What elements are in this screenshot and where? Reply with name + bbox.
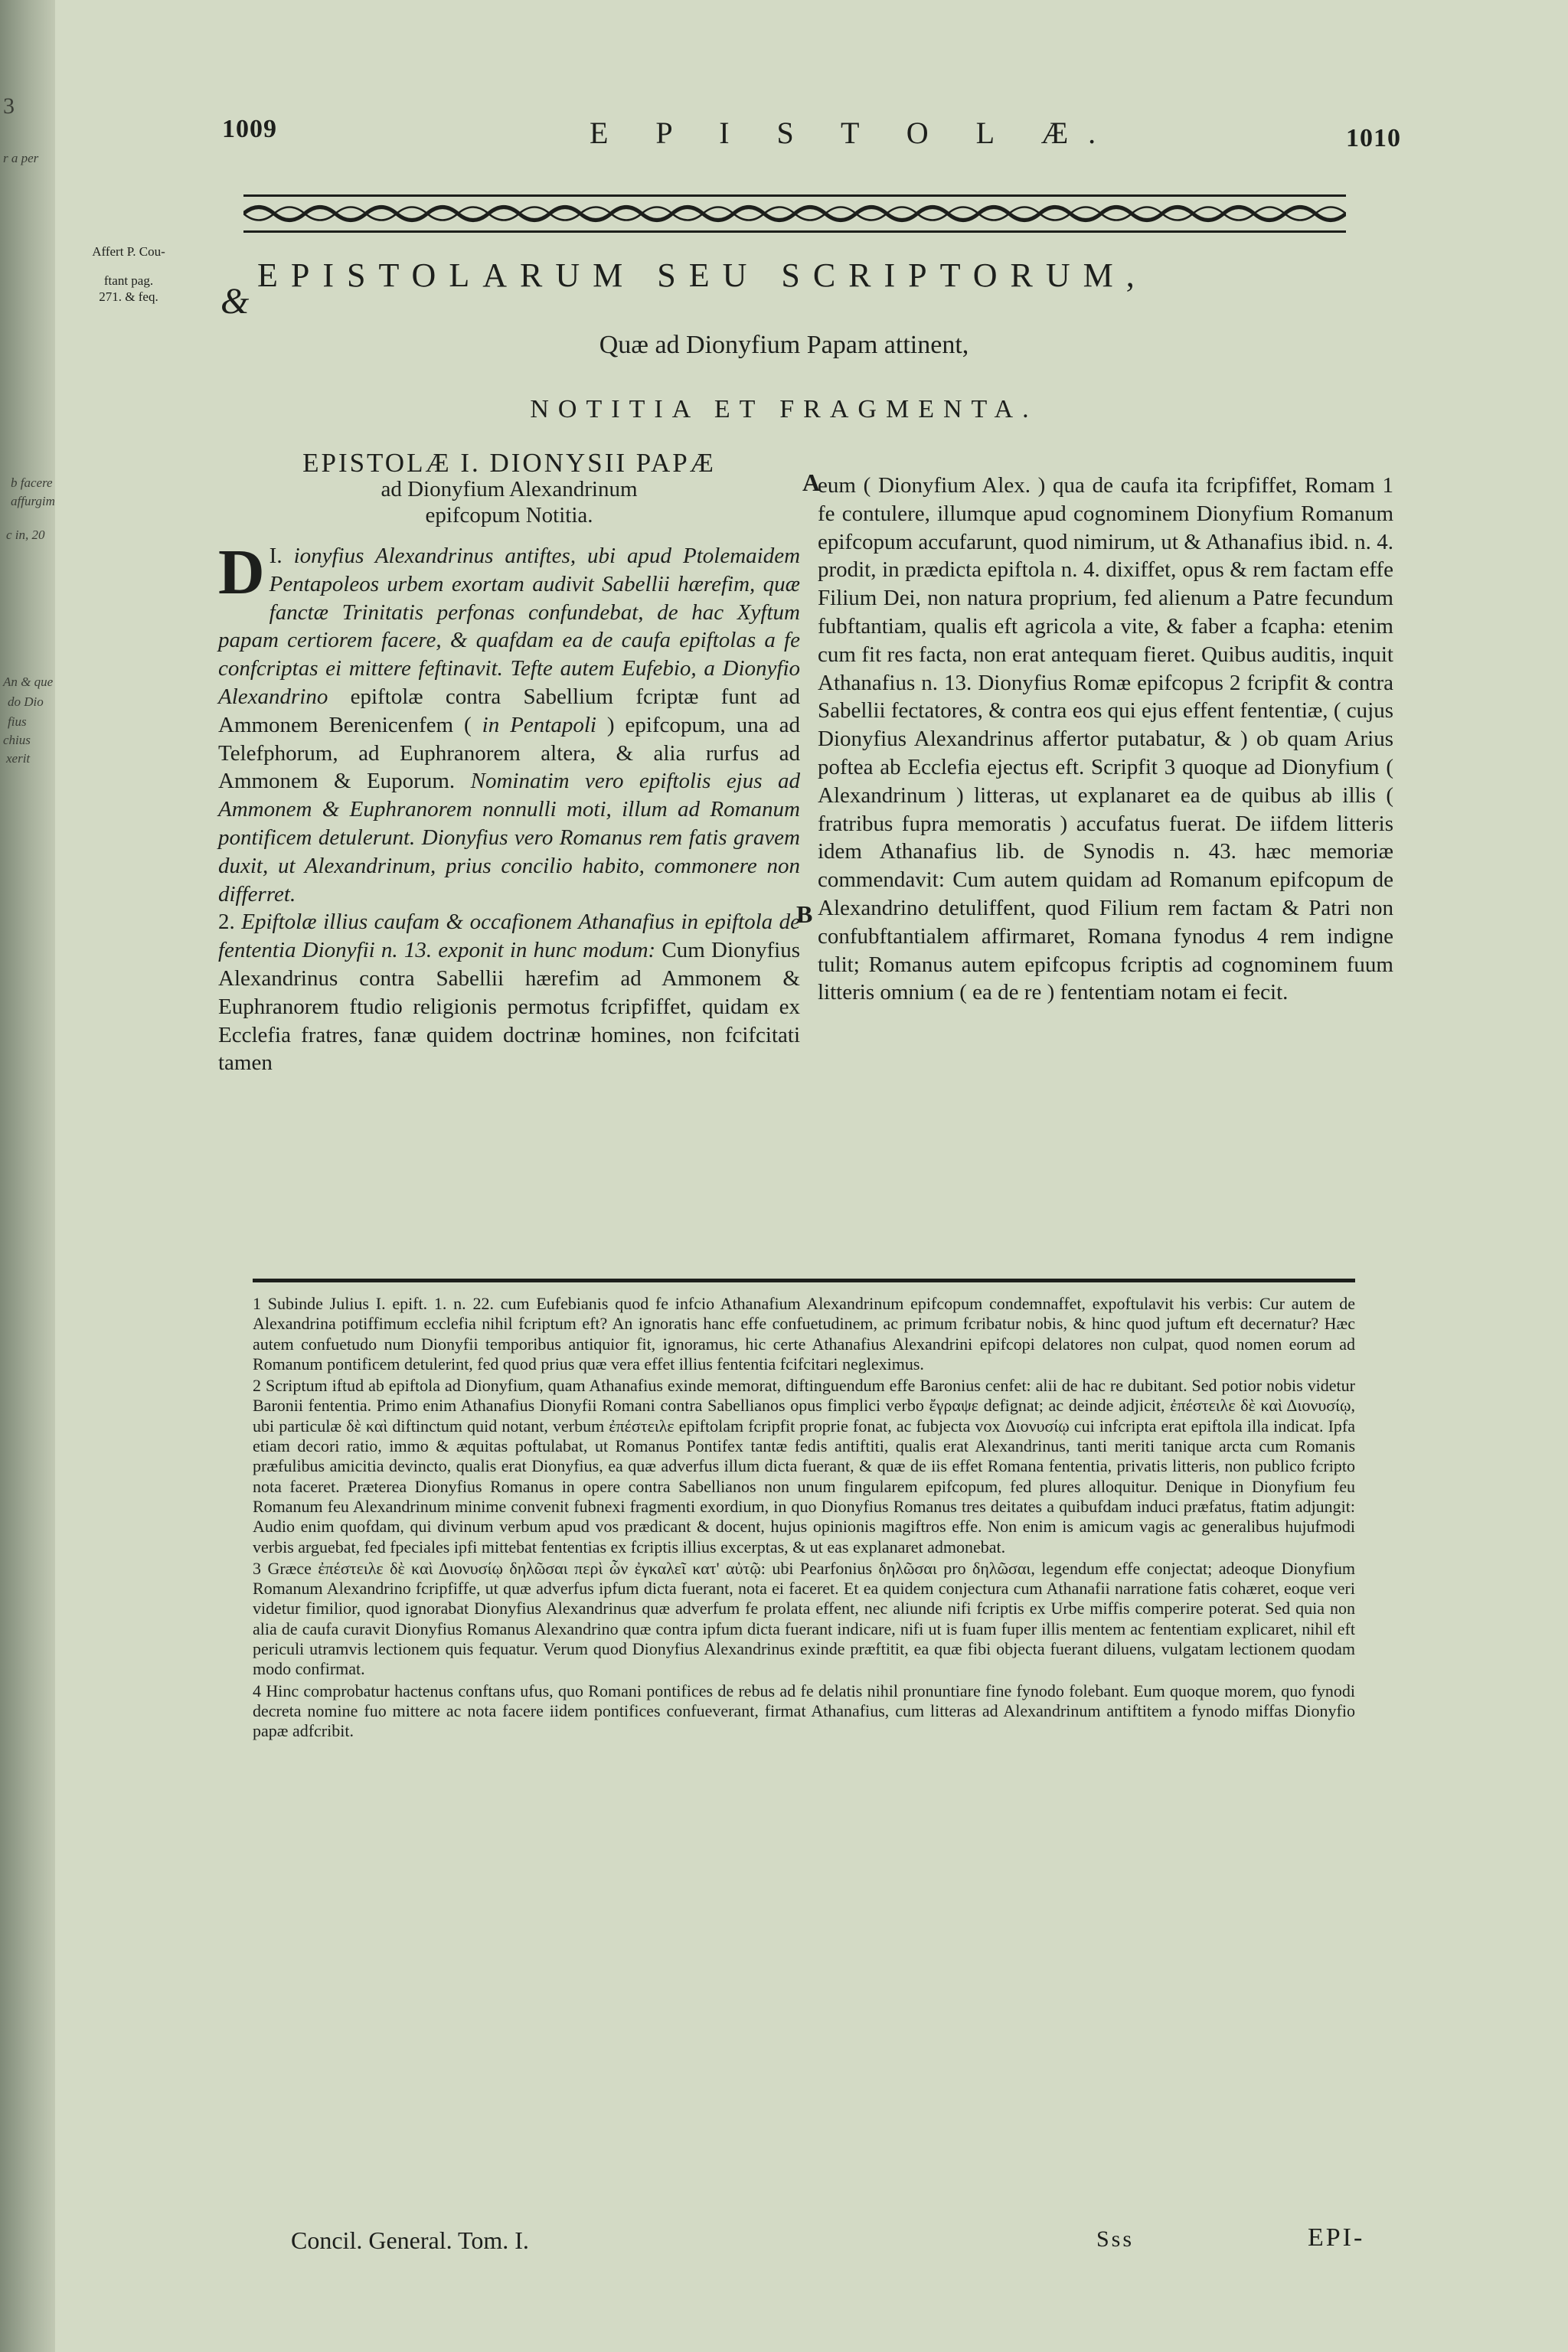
gutter-fragment: chius [3,733,31,747]
margin-note-line: Affert P. Cou- [92,244,165,259]
footnote-4: 4 Hinc comprobatur hactenus conftans ufus, quo Romani pontifices de rebus ad fe delatis nihil pronuntiare fine fynodo folebant. Eum quoque morem, quo fynodi decreta nomine fuo mittere ac nota facere iidem pontifices confueverant, firmat Athanafius, cum litteras ad Alexandrinum antiftitem a fynodo miffas Dionyfio papæ adfcribit. [253,1681,1355,1741]
drop-cap: D [218,537,265,608]
ornamental-band [243,190,1346,237]
footnote-3: 3 Græce ἐπέστειλε δὲ καὶ Διονυσίῳ δηλῶσαι περὶ ὧν ἐγκαλεῖ κατ' αὐτῷ: ubi Pearfonius δηλῶσαι pro δηλῶσαι, legendum effe conjectat; adeoque Dionyfium Romanum Alexandrino fcripfiffe, ut quæ adverfus ipfum dicta fuerant, nota ei faceret. Et ea quidem conjectura cum Athanafii narratione fatis cohæret, eoque veri videtur fimilior, quod ignorabat Dionyfius Alexandrinus quæ adverfum fe prolata effent, nec aliunde nifi fcriptis ex Urbe miffis comperire poterat. Sed quia non alia de caufa curavit Dionyfius Romanus Alexandrino quæ contra ipfum dicta fuerant indicare, nifi ut is fuam fuper illis mentem ac fententiam explicaret, nihil eft periculi utramvis lectionem quis fequatur. Verum quod Dionyfius Alexandrinus exinde præftitit, ea quæ fibi objecta fuerant diluens, vulgatam lectionem quodam modo confirmat. [253,1558,1355,1679]
gutter-fragment: b facere [11,475,53,490]
section-heading-line: epifcopum Notitia. [425,503,593,528]
text-run: Cum Dionyfius Alexandrinus contra Sabellii hærefim ad Ammonem & Euphranorem ftudio religionis permotus fcripfiffet, quidam ex Ecclefia fratres, fanæ quidem doctrinæ homines, non fcifcitati tamen [218,938,801,1076]
initial-flourish: & [220,281,250,322]
section-heading [218,450,800,528]
right-column [818,472,1393,1007]
text-run: ) epifcopum, una ad Telefphorum, ad Euphranorem altera, & alia rurfus ad Ammonem & Euporum. [218,712,800,794]
main-title: EPISTOLARUM SEU SCRIPTORUM, [257,256,1148,294]
gutter-fragment: affurgim [11,494,55,508]
subtitle: Quæ ad Dionyfium Papam attinent, [599,331,969,359]
footnote-1: 1 Subinde Julius I. epift. 1. n. 22. cum Eufebianis quod fe infcio Athanafium Alexandrinum epifcopum condemnaffet, expoftulavit his verbis: Cur autem de Alexandrina potiffimum ecclefia nihil fcriptum eft? An ignoratis hanc effe confuetudinem, ac primum fcribatur nobis, & hinc quod juftum eft decernatur? Hæc autem confuetudo num Dionyfii temporibus antiquior fit, ignoramus, hic certe Athanafius Alexandrini epifcopi delatores non culpat, quod nomen eorum ad Romanum pontificem detulerint, fed quod prius quæ vera effet illius fententia fcifcitari negleximus. [253,1294,1355,1374]
gutter-fragment: c in, 20 [6,528,45,542]
section-marker-a: A [802,469,821,496]
margin-note-line: ftant pag. [103,273,154,288]
paragraph-number: I. [269,544,283,568]
running-title: E P I S T O L Æ. [590,116,1116,150]
footnotes [253,1294,1355,1743]
text-run: Epiftolæ illius caufam & occafionem Athanafius in epiftola de fententia Dionyfii n. 13. exponit in hunc modum: [218,910,801,963]
page-number-right: 1010 [1346,124,1401,152]
text-run: Nominatim vero epiftolis ejus ad Ammonem & Euphranorem nonnulli moti, illum ad Romanum pontificem detulerunt. Dionyfius vero Romanus rem fatis gravem duxit, ut Alexandrinum, prius concilio habito, commonere non differret. [218,769,800,906]
section-marker-b: B [796,900,813,928]
gutter-fragment: fius [8,714,27,729]
text-run: in Pentapoli [482,712,596,737]
running-head [222,115,1401,161]
text-run: ionyfius Alexandrinus antiftes, ubi apud Ptolemaidem Pentapoleos urbem exortam audivit Sabellii hærefim, quæ fanctæ Trinitatis perfonas confundebat, de hac Xyftum papam certiorem facere, & quafdam ea de caufa epiftolas a fe confcriptas ei mittere feftinavit. Tefte autem Eufebio, a Dionyfio Alexandrino [218,544,801,709]
right-column-text: eum ( Dionyfium Alex. ) qua de caufa ita fcripfiffet, Romam 1 fe contulere, illumque apud cognominem Dionyfium Romanum epifcopum accufarunt, quod nimirum, ut & Athanafius ibid. n. 4. prodit, in prædicta epiftola n. 4. dixiffet, opus & rem factam effe Filium Dei, non natura proprium, fed alienum a Patre fecundum fubftantiam, qualis eft agricola a vite, & faber a fcapha: etenim cum fit res facta, non erat antequam fieret. Quibus auditis, inquit Athanafius n. 13. Dionyfius Romæ epifcopus 2 fcripfit & contra Sabellii fectatores, & contra eos qui ejus effent fententiæ, ( cujus Dionyfius Alexandrinus affertor putabatur, & ) ob quam Arius poftea ab Ecclefia ejectus eft. Scripfit 3 quoque ad Dionyfium ( Alexandrinum ) litteras, ut explanaret ea de quibus ab illis ( fratribus fupra memoratis ) accufatus fuerat. De iifdem litteris idem Athanafius lib. de Synodis n. 43. hæc memoriæ commendavit: Cum autem quidam ad Romanum epifcopum de Alexandrino detuliffent, quod Filium rem factam & Patri non confubftantialem affirmaret, Romana fynodus 4 rem indigne tulit; Romanus autem epifcopus fcriptis ad cognominem fuum litteris omnium ( ea de re ) fententiam notam ei fecit. [818,473,1393,1005]
signature-mark: Sss [1096,2226,1135,2252]
footer-volume: Concil. General. Tom. I. [291,2226,529,2254]
gutter-fragment: 3 [3,93,15,119]
gutter-fragment: r a per [3,151,39,165]
paragraph-number: 2. [218,910,235,935]
gutter-fragment: do Dio [8,694,44,709]
left-column [218,450,800,1077]
margin-note-line: 271. & feq. [99,289,158,304]
text-run: epiftolæ contra Sabellium fcriptæ funt ad Ammonem Berenicenfem ( [218,684,800,737]
gutter-fragment: An & que [3,675,54,689]
paragraph-1 [218,537,801,908]
footnote-2: 2 Scriptum iftud ab epiftola ad Dionyfium, quam Athanafius exinde memorat, diftinguendum effe Baronius cenfet: alii de hac re dubitant. Sed potior nobis videtur Baronii fententia. Primo enim Athanafius Dionyfii Romani contra Sabellianos opus fimplici verbo ἔγραψε defignat; ac deinde adjicit, ἐπέστειλε δὲ καὶ Διονυσίῳ, ubi particulæ δὲ καὶ diftinctum quid notant, verbum ἐπέστειλε epiftolam fcripfit proprie fonat, ac fubjecta vox Διονυσίῳ cui infcripta erat epiftola illa indicat. Ipfa etiam decori ratio, immo & æquitas poftulabat, ut Romanus Pontifex tantæ fedis antiftiti, qualis erat Alexandrinus, tanti meriti tanique arcta cum Romanis præfulibus amicitia devincto, qualis erat Dionyfius, ea quæ adverfus illum dicta fuerant, & quæ de iis effet Romana fententia, privatis litteris, non publico fcripto nota faceret. Præterea Dionyfius Romanus in opere contra Sabellianos non unum fingularem epifcopum, fed plures alloquitur. Denique in Dionyfium feu Romanum feu Alexandrinum minime convenit fubnexi fragmenti exordium, in quo Dionyfius Romanus tres deitates a quibufdam induci præfatus, ftatim adjungit: Audio enim quofdam, qui divinum verbum apud vos prædicant & docent, hujus opinionis magiftros effe. Non enim is amicum vagis ac generalibus hujufmodi verbis arguebat, fed fpeciales ipfi mittebat fententias ex fcriptis illius excerptas, & ut eas explanaret admonebat. [253,1376,1355,1557]
catchword: EPI- [1308,2223,1365,2252]
subtitle-notitia: NOTITIA ET FRAGMENTA. [530,395,1038,423]
section-heading-line: EPISTOLÆ I. DIONYSII PAPÆ [302,448,716,478]
gutter-fragment: xerit [6,751,31,766]
paragraph-2 [218,908,800,1077]
footnote-rule [253,1279,1355,1282]
section-heading-line: ad Dionyfium Alexandrinum [381,477,638,501]
page-number-left: 1009 [222,115,277,143]
